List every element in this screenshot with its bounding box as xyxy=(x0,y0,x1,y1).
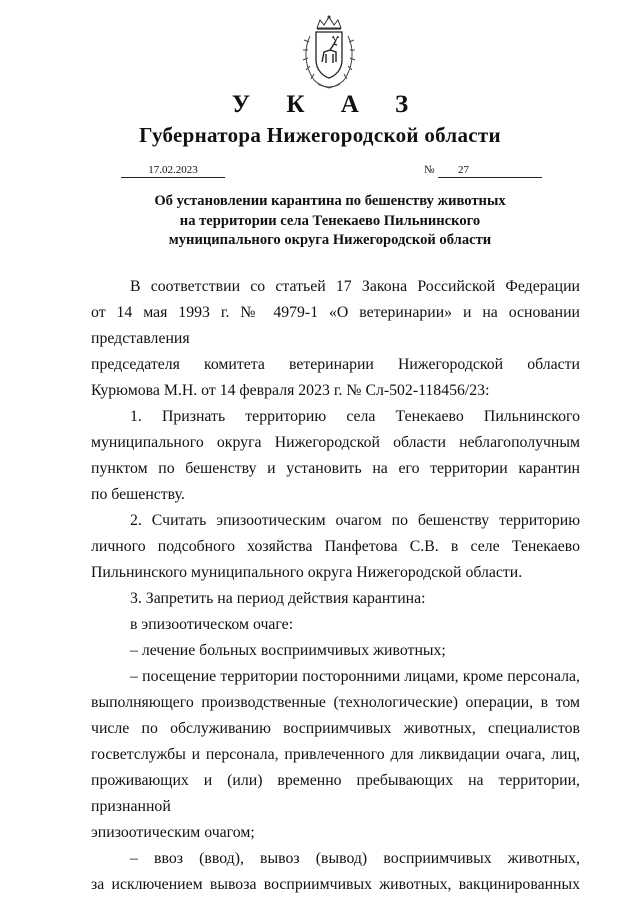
paragraph-line: 2. Считать эпизоотическим очагом по бешенству территорию xyxy=(130,512,580,529)
number-sign: № xyxy=(424,164,435,176)
decree-body xyxy=(91,274,580,898)
paragraph-line: – посещение территории посторонними лицами, кроме персонала, xyxy=(130,668,580,685)
paragraph-line: в эпизоотическом очаге: xyxy=(130,616,294,633)
decree-date: 17.02.2023 xyxy=(121,164,225,178)
paragraph-line: председателя комитета ветеринарии Нижегородской области xyxy=(91,356,580,373)
decree-title: У К А З xyxy=(231,91,424,118)
subject-line: Об установлении карантина по бешенству животных xyxy=(154,193,506,209)
paragraph-line: муниципального округа Нижегородской области неблагополучным xyxy=(91,434,580,451)
paragraph-line: – ввоз (ввод), вывоз (вывод) восприимчивых животных, xyxy=(130,850,580,867)
paragraph-line: выполняющего производственные (технологические) операции, в том xyxy=(91,694,580,711)
paragraph-line: от 14 мая 1993 г. № 4979-1 «О ветеринарии» и на основании представления xyxy=(91,304,580,347)
issuing-authority: Губернатора Нижегородской области xyxy=(139,123,501,147)
subject-line: муниципального округа Нижегородской области xyxy=(168,232,492,248)
decree-number-block xyxy=(424,164,542,177)
paragraph-line: проживающих и (или) временно пребывающих на территории, признанной xyxy=(91,772,580,815)
paragraph-line: Пильнинского муниципального округа Нижегородской области. xyxy=(91,564,523,581)
decree-number: 27 xyxy=(438,164,542,178)
paragraph-line: по бешенству. xyxy=(91,486,185,503)
paragraph-line: числе по обслуживанию восприимчивых животных, специалистов xyxy=(91,720,580,737)
paragraph-line: пунктом по бешенству и установить на его территории карантин xyxy=(91,460,580,477)
decree-subject xyxy=(80,192,580,251)
paragraph-line: госветслужбы и персонала, привлеченного для ликвидации очага, лиц, xyxy=(91,746,580,763)
paragraph-line: личного подсобного хозяйства Панфетова С.В. в селе Тенекаево xyxy=(91,538,580,555)
paragraph-line: 1. Признать территорию села Тенекаево Пильнинского xyxy=(130,408,580,425)
paragraph-line: Курюмова М.Н. от 14 февраля 2023 г. № Сл-502-118456/23: xyxy=(91,382,490,399)
paragraph-line: 3. Запретить на период действия карантина: xyxy=(130,590,426,607)
paragraph-line: эпизоотическим очагом; xyxy=(91,824,255,841)
paragraph-line: В соответствии со статьей 17 Закона Российской Федерации xyxy=(130,278,580,295)
subject-line: на территории села Тенекаево Пильнинского xyxy=(179,212,481,229)
paragraph-line: за исключением вывоза восприимчивых животных, вакцинированных xyxy=(91,876,580,893)
coat-of-arms-emblem xyxy=(300,14,358,90)
paragraph-line: – лечение больных восприимчивых животных; xyxy=(130,642,446,659)
